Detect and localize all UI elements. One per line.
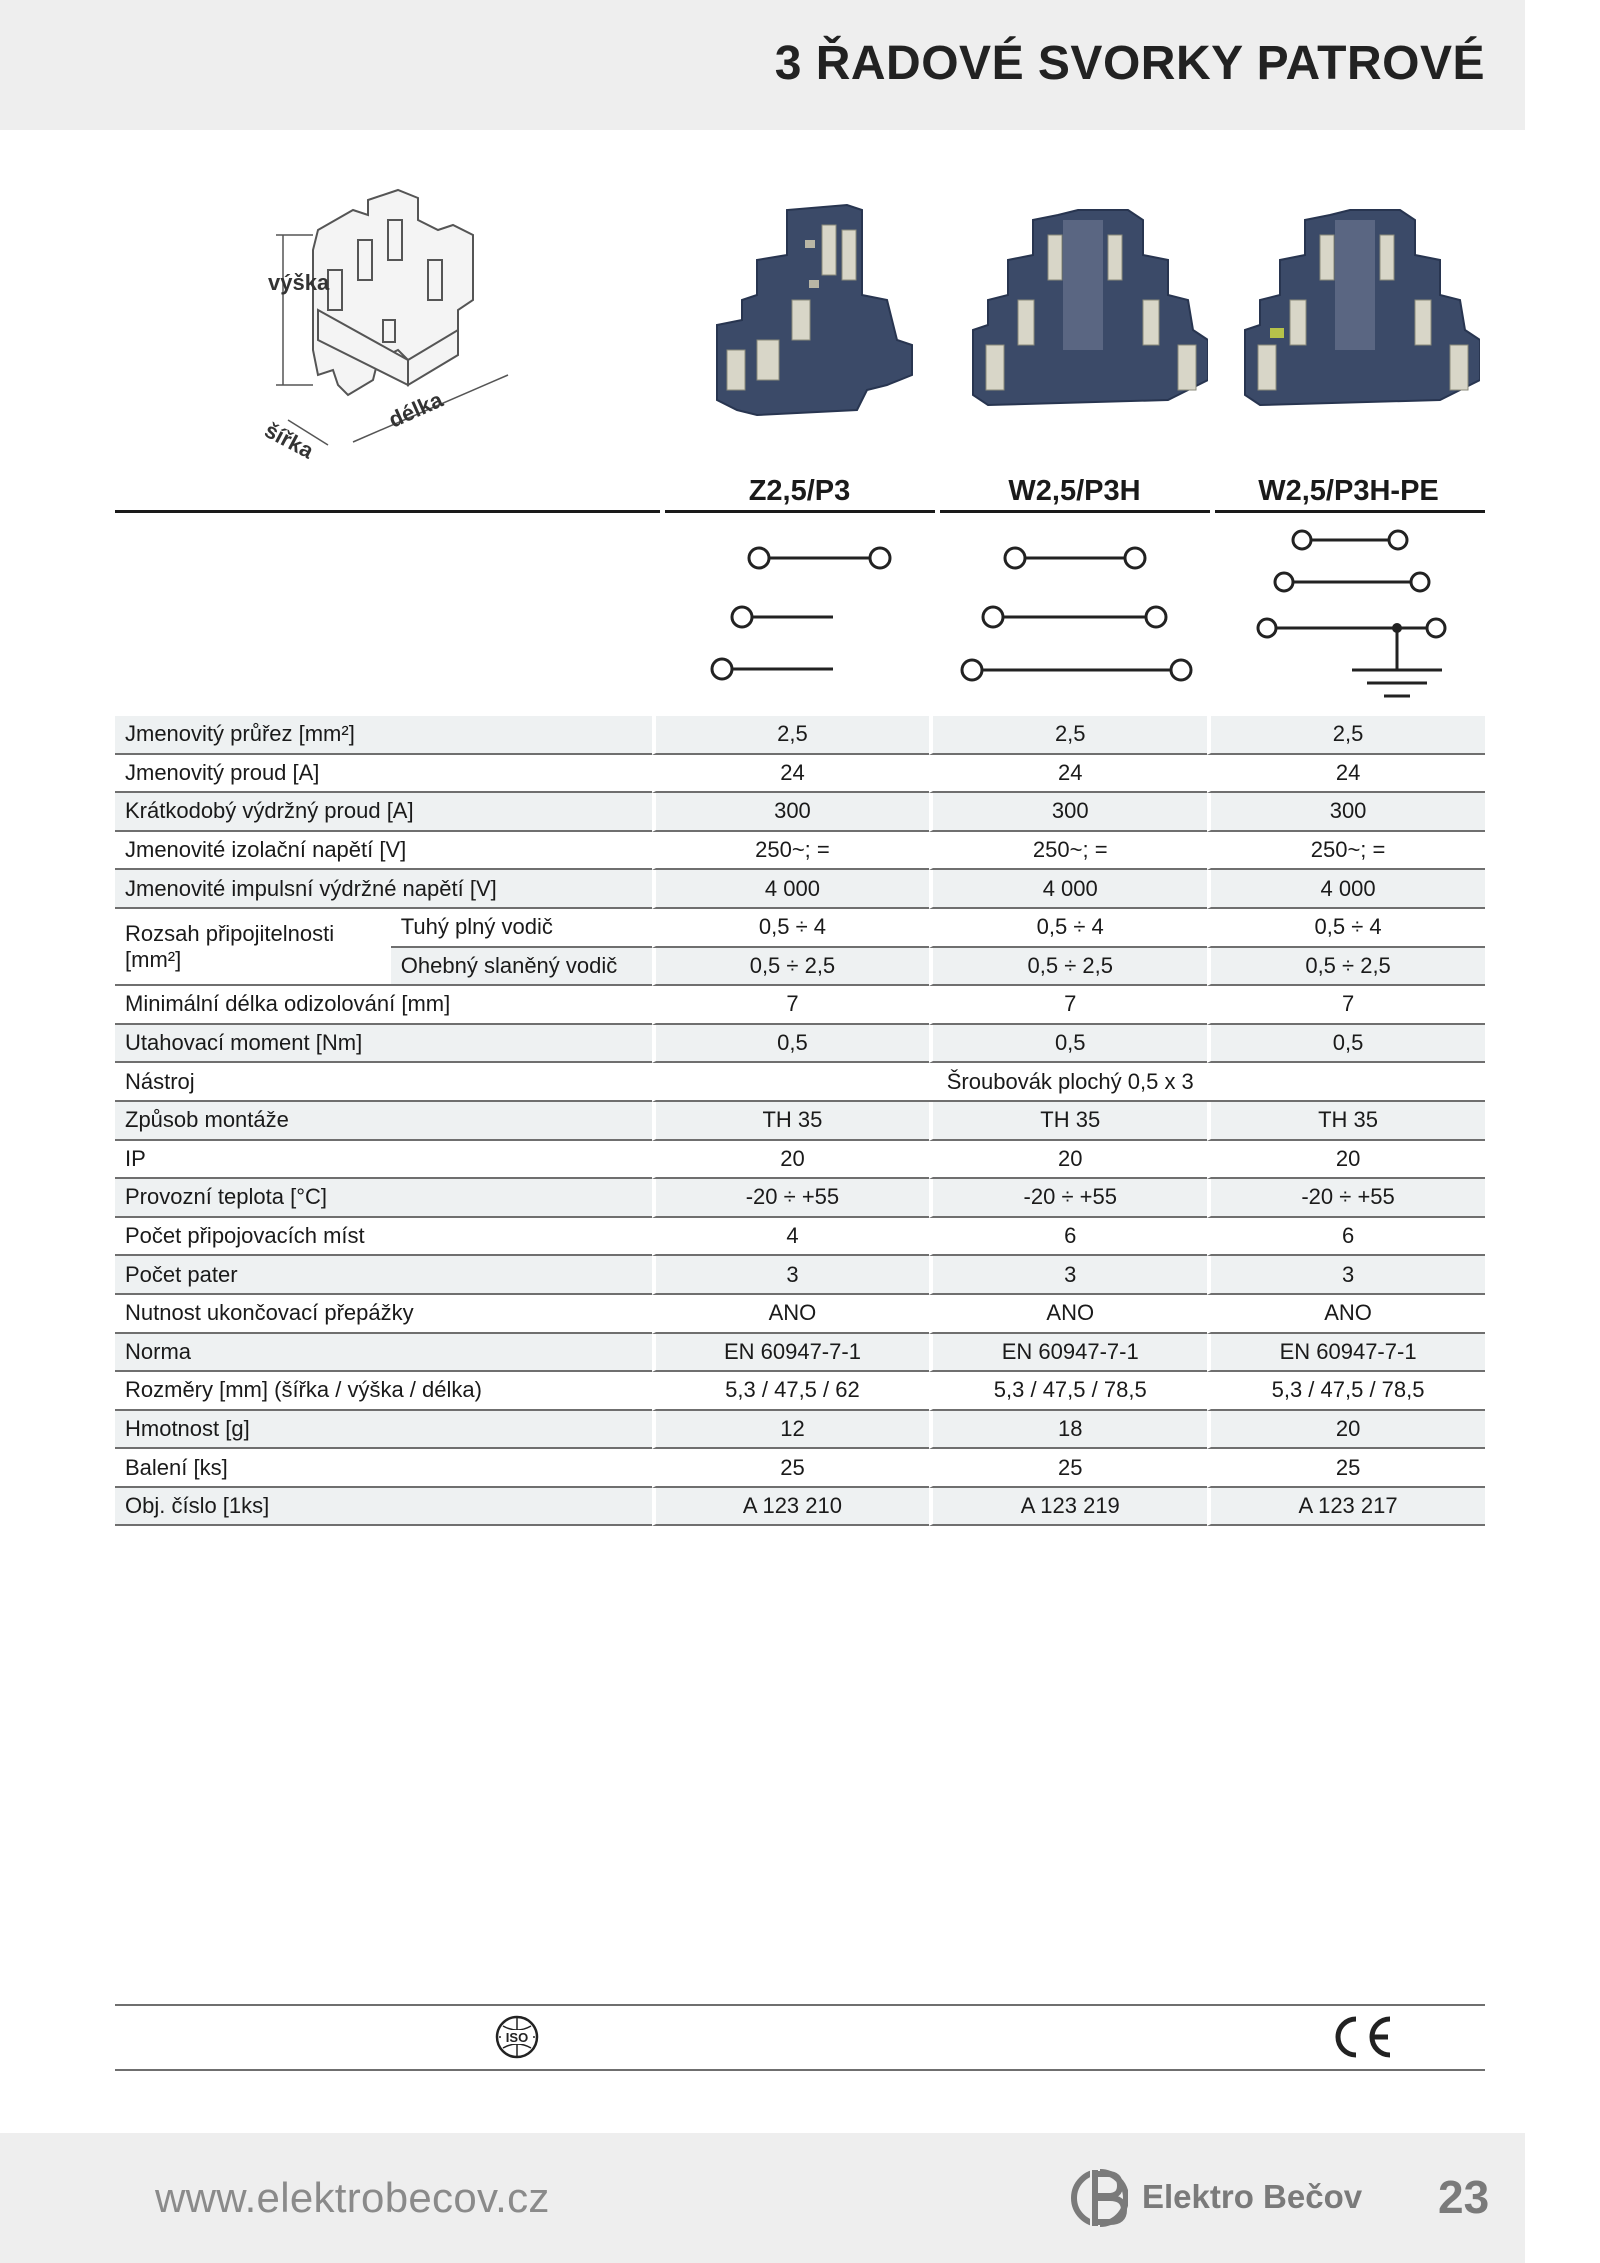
spec-value: 0,5 ÷ 4 bbox=[652, 909, 930, 948]
spec-row bbox=[115, 1449, 1485, 1488]
spec-row bbox=[115, 1295, 1485, 1334]
spec-row bbox=[115, 832, 1485, 871]
dimension-sketch bbox=[258, 180, 528, 480]
spec-label: Počet připojovacích míst bbox=[115, 1218, 652, 1257]
spec-value: 3 bbox=[929, 1256, 1207, 1295]
spec-value: -20 ÷ +55 bbox=[1207, 1179, 1485, 1218]
spec-value: 2,5 bbox=[1207, 716, 1485, 755]
spec-value: 25 bbox=[1207, 1449, 1485, 1488]
spec-value: TH 35 bbox=[1207, 1102, 1485, 1141]
spec-row bbox=[115, 716, 1485, 755]
spec-row bbox=[115, 1025, 1485, 1064]
spec-value: 20 bbox=[1207, 1141, 1485, 1180]
spec-label: Hmotnost [g] bbox=[115, 1411, 652, 1450]
spec-value: ANO bbox=[929, 1295, 1207, 1334]
spec-value: TH 35 bbox=[929, 1102, 1207, 1141]
spec-row bbox=[115, 1372, 1485, 1411]
spec-label: Jmenovité izolační napětí [V] bbox=[115, 832, 652, 871]
spec-value: 7 bbox=[929, 986, 1207, 1025]
spec-value: 0,5 bbox=[652, 1025, 930, 1064]
spec-value: 250~; = bbox=[652, 832, 930, 871]
spec-label: Počet pater bbox=[115, 1256, 652, 1295]
spec-label: Rozměry [mm] (šířka / výška / délka) bbox=[115, 1372, 652, 1411]
spec-value: 4 bbox=[652, 1218, 930, 1257]
spec-value: 4 000 bbox=[929, 870, 1207, 909]
footer-rule-top bbox=[115, 2004, 1485, 2006]
spec-label: Nutnost ukončovací přepážky bbox=[115, 1295, 652, 1334]
spec-value: 4 000 bbox=[1207, 870, 1485, 909]
spec-value: 0,5 bbox=[1207, 1025, 1485, 1064]
spec-value: 0,5 ÷ 2,5 bbox=[929, 948, 1207, 987]
spec-value: 12 bbox=[652, 1411, 930, 1450]
height-label: výška bbox=[268, 270, 330, 295]
spec-value: 24 bbox=[652, 755, 930, 794]
spec-label: Nástroj bbox=[115, 1063, 652, 1102]
spec-row bbox=[115, 1141, 1485, 1180]
spec-value: 25 bbox=[929, 1449, 1207, 1488]
spec-value: 300 bbox=[1207, 793, 1485, 832]
spec-value: 2,5 bbox=[652, 716, 930, 755]
spec-label: Způsob montáže bbox=[115, 1102, 652, 1141]
spec-row bbox=[115, 793, 1485, 832]
product-image-w25p3h bbox=[968, 200, 1208, 425]
iso-text: ISO bbox=[505, 2030, 529, 2045]
model-header-w25p3hpe: W2,5/P3H-PE bbox=[1258, 475, 1439, 507]
spec-value: 3 bbox=[652, 1256, 930, 1295]
spec-label: Jmenovitý průřez [mm²] bbox=[115, 716, 652, 755]
spec-row bbox=[115, 1063, 1485, 1102]
product-image-w25p3hpe bbox=[1240, 200, 1480, 425]
spec-sublabel: Ohebný slaněný vodič bbox=[391, 948, 652, 987]
spec-label: Norma bbox=[115, 1334, 652, 1373]
spec-value: 5,3 / 47,5 / 78,5 bbox=[929, 1372, 1207, 1411]
page-title: 3 ŘADOVÉ SVORKY PATROVÉ bbox=[774, 37, 1485, 90]
spec-value: 18 bbox=[929, 1411, 1207, 1450]
spec-value: A 123 217 bbox=[1207, 1488, 1485, 1527]
spec-value: 6 bbox=[1207, 1218, 1485, 1257]
spec-value: 5,3 / 47,5 / 62 bbox=[652, 1372, 930, 1411]
spec-value: ANO bbox=[652, 1295, 930, 1334]
spec-value: 20 bbox=[1207, 1411, 1485, 1450]
ce-mark-icon bbox=[1328, 2014, 1394, 2060]
spec-value: 0,5 bbox=[929, 1025, 1207, 1064]
spec-value: 25 bbox=[652, 1449, 930, 1488]
spec-value: EN 60947-7-1 bbox=[652, 1334, 930, 1373]
spec-value: -20 ÷ +55 bbox=[652, 1179, 930, 1218]
spec-label: Utahovací moment [Nm] bbox=[115, 1025, 652, 1064]
spec-label: Rozsah připojitelnosti [mm²] bbox=[115, 909, 391, 986]
spec-row bbox=[115, 1102, 1485, 1141]
spec-sublabel: Tuhý plný vodič bbox=[391, 909, 652, 948]
company-name: Elektro Bečov bbox=[1142, 2178, 1363, 2215]
spec-label: Jmenovitý proud [A] bbox=[115, 755, 652, 794]
width-label: šířka bbox=[260, 417, 318, 464]
header-rule-col3 bbox=[1215, 510, 1485, 513]
spec-row bbox=[115, 1256, 1485, 1295]
spec-value: 20 bbox=[652, 1141, 930, 1180]
schematic-z25p3 bbox=[663, 525, 936, 725]
elektro-becov-logo-icon bbox=[1068, 2160, 1128, 2236]
spec-value: 250~; = bbox=[1207, 832, 1485, 871]
spec-value: 24 bbox=[1207, 755, 1485, 794]
spec-label: Krátkodobý výdržný proud [A] bbox=[115, 793, 652, 832]
spec-row bbox=[115, 870, 1485, 909]
spec-value: 300 bbox=[929, 793, 1207, 832]
spec-value: EN 60947-7-1 bbox=[1207, 1334, 1485, 1373]
spec-value: 0,5 ÷ 4 bbox=[929, 909, 1207, 948]
spec-row bbox=[115, 1179, 1485, 1218]
spec-value: Šroubovák plochý 0,5 x 3 bbox=[652, 1063, 1485, 1102]
spec-label: Obj. číslo [1ks] bbox=[115, 1488, 652, 1527]
spec-value: 6 bbox=[929, 1218, 1207, 1257]
spec-table bbox=[115, 716, 1485, 1526]
spec-value: 2,5 bbox=[929, 716, 1207, 755]
spec-value: 20 bbox=[929, 1141, 1207, 1180]
header-rule-col2 bbox=[940, 510, 1210, 513]
spec-value: 0,5 ÷ 2,5 bbox=[652, 948, 930, 987]
spec-value: 0,5 ÷ 4 bbox=[1207, 909, 1485, 948]
spec-row bbox=[115, 1334, 1485, 1373]
spec-value: A 123 219 bbox=[929, 1488, 1207, 1527]
footer-rule-bottom bbox=[115, 2069, 1485, 2071]
spec-value: 24 bbox=[929, 755, 1207, 794]
spec-value: -20 ÷ +55 bbox=[929, 1179, 1207, 1218]
spec-value: TH 35 bbox=[652, 1102, 930, 1141]
spec-row bbox=[115, 986, 1485, 1025]
spec-value: 300 bbox=[652, 793, 930, 832]
model-header-w25p3h: W2,5/P3H bbox=[1008, 475, 1141, 507]
spec-label: Provozní teplota [°C] bbox=[115, 1179, 652, 1218]
schematic-w25p3h bbox=[938, 525, 1211, 725]
iso-certification-icon bbox=[494, 2014, 540, 2060]
model-header-z25p3: Z2,5/P3 bbox=[748, 475, 851, 507]
spec-row bbox=[115, 1411, 1485, 1450]
spec-row bbox=[115, 909, 1485, 948]
spec-row bbox=[115, 755, 1485, 794]
header-rule-col1 bbox=[665, 510, 935, 513]
page-number: 23 bbox=[1438, 2171, 1490, 2223]
spec-value: EN 60947-7-1 bbox=[929, 1334, 1207, 1373]
spec-label: Jmenovité impulsní výdržné napětí [V] bbox=[115, 870, 652, 909]
spec-value: 7 bbox=[1207, 986, 1485, 1025]
website-link[interactable]: www.elektrobecov.cz bbox=[155, 2174, 550, 2221]
header-rule-label bbox=[115, 510, 660, 513]
product-image-z25p3 bbox=[697, 200, 937, 425]
length-label: délka bbox=[384, 386, 447, 433]
spec-value: 7 bbox=[652, 986, 930, 1025]
spec-value: 4 000 bbox=[652, 870, 930, 909]
spec-value: 250~; = bbox=[929, 832, 1207, 871]
spec-label: Balení [ks] bbox=[115, 1449, 652, 1488]
spec-value: A 123 210 bbox=[652, 1488, 930, 1527]
schematic-w25p3hpe bbox=[1212, 525, 1485, 725]
spec-value: 5,3 / 47,5 / 78,5 bbox=[1207, 1372, 1485, 1411]
spec-label: Minimální délka odizolování [mm] bbox=[115, 986, 652, 1025]
spec-row bbox=[115, 1488, 1485, 1527]
spec-value: ANO bbox=[1207, 1295, 1485, 1334]
spec-value: 0,5 ÷ 2,5 bbox=[1207, 948, 1485, 987]
spec-row bbox=[115, 1218, 1485, 1257]
spec-label: IP bbox=[115, 1141, 652, 1180]
spec-value: 3 bbox=[1207, 1256, 1485, 1295]
